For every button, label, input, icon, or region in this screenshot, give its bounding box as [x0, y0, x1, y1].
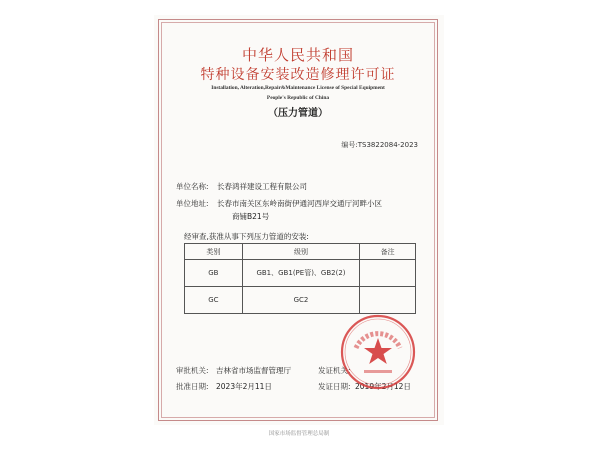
- approval-statement: 经审查,获准从事下列压力管道的安装:: [184, 232, 309, 241]
- issue-date-label: 发证日期:: [318, 382, 351, 391]
- scope-table: [184, 243, 416, 314]
- table-cell-level: GC2: [242, 287, 360, 314]
- table-cell-level: GB1、GB1(PE管)、GB2(2): [242, 260, 360, 287]
- approval-date-label: 批准日期:: [176, 382, 209, 391]
- table-header-level: 级别: [242, 244, 360, 260]
- address-value-line2: 商铺B21号: [232, 212, 270, 221]
- issuing-authority-label: 发证机关:: [318, 366, 351, 375]
- official-seal-icon: [338, 312, 418, 392]
- table-header-row: [185, 244, 416, 260]
- table-cell-note: [360, 260, 416, 287]
- footer-issuer: 国家市场监督管理总局制: [268, 431, 330, 437]
- unit-name-label: 单位名称:: [176, 182, 209, 191]
- table-header-category: 类别: [185, 244, 243, 260]
- issue-date-value: 2019年2月12日: [355, 382, 411, 391]
- certificate-title-license: 特种设备安装改造修理许可证: [200, 67, 396, 83]
- approval-authority-label: 审批机关:: [176, 366, 209, 375]
- unit-name-value: 长春鸿祥建设工程有限公司: [217, 182, 307, 191]
- approval-authority-value: 吉林省市场监督管理厅: [216, 366, 291, 375]
- certificate-number: 编号:TS3822084-2023: [341, 141, 418, 149]
- address-label: 单位地址:: [176, 199, 209, 208]
- address-value-line1: 长春市南关区东岭南街伊通河西岸交通厅河畔小区: [217, 199, 382, 208]
- table-row: [185, 260, 416, 287]
- table-cell-note: [360, 287, 416, 314]
- table-cell-category: GB: [185, 260, 243, 287]
- table-cell-category: GC: [185, 287, 243, 314]
- approval-date-value: 2023年2月11日: [216, 382, 272, 391]
- certificate-title-english-country: People's Republic of China: [266, 95, 330, 101]
- certificate-category: （压力管道）: [268, 108, 328, 119]
- table-header-note: 备注: [360, 244, 416, 260]
- certificate-title-country: 中华人民共和国: [241, 46, 354, 64]
- table-row: [185, 287, 416, 314]
- certificate-title-english: Installation, Alteration,Repair&Maintenance License of Special Equipment: [211, 85, 385, 91]
